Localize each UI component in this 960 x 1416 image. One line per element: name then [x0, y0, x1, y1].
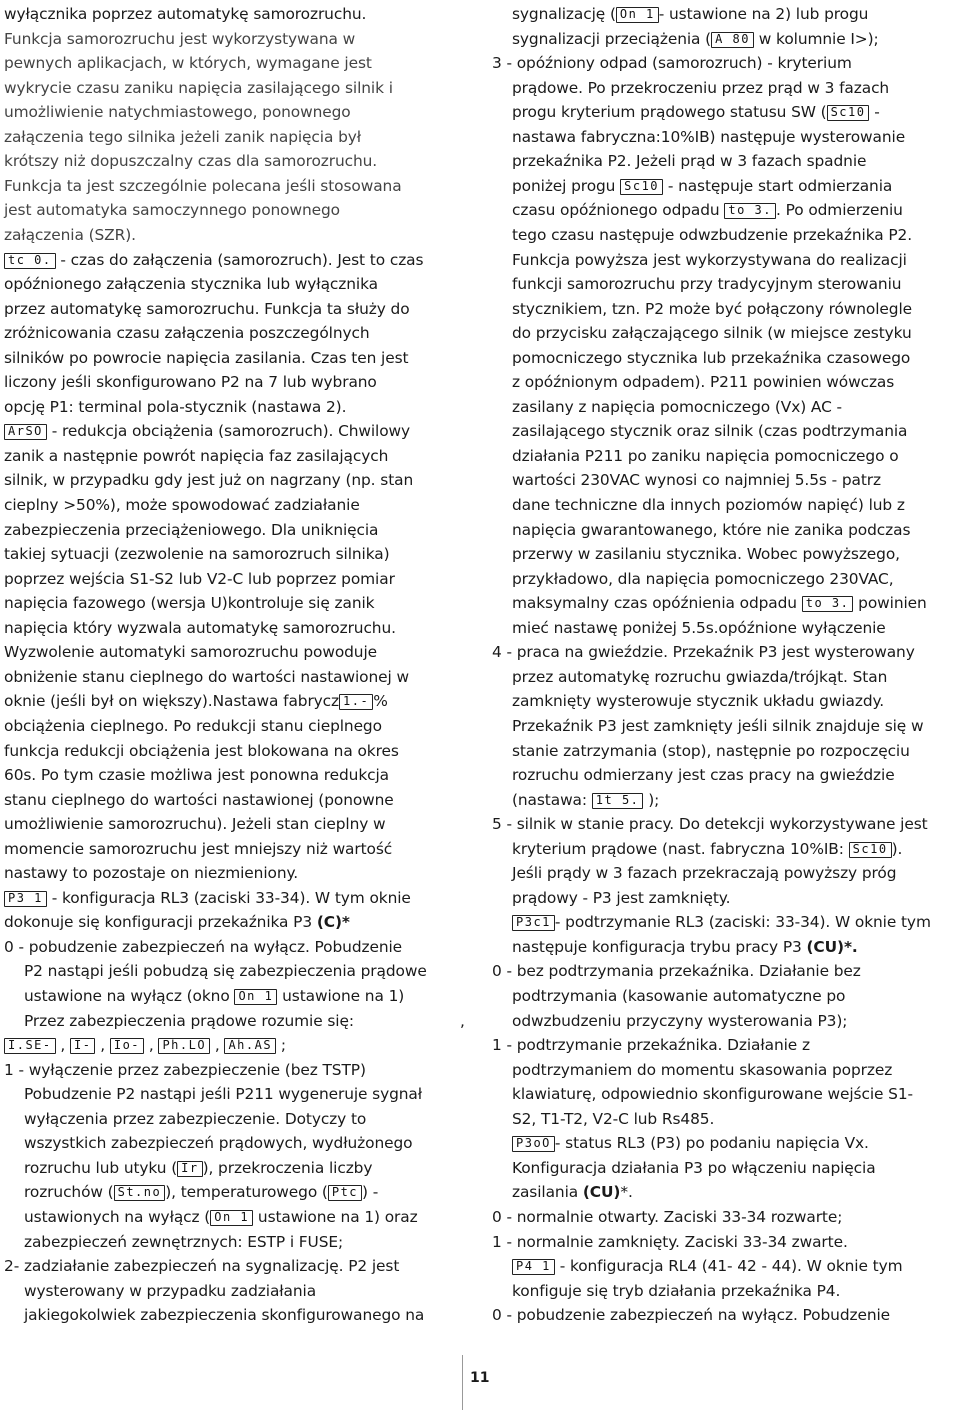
text-line — [512, 863, 896, 883]
text-span: podtrzymania (kasowanie automatyczne po — [512, 987, 846, 1005]
text-line — [512, 667, 887, 687]
text-span: napięcia fazowego (wersja U)kontroluje się zanik — [4, 594, 375, 613]
text-line — [512, 1158, 876, 1178]
text-span: . Po odmierzeniu — [776, 201, 903, 220]
text-span: ); — [643, 790, 660, 809]
text-line — [4, 348, 408, 368]
lcd-display: On 1 — [210, 1210, 253, 1226]
text-span: 0 - pobudzenie zabezpieczeń na wyłącz. Pobudzenie — [492, 1306, 891, 1325]
text-line — [4, 421, 410, 441]
text-span: zasilania — [512, 1183, 583, 1202]
text-line — [4, 1256, 399, 1276]
lcd-display: A 80 — [711, 32, 754, 48]
text-line — [24, 1207, 418, 1227]
text-span: jest automatyka samoczynnego ponownego — [4, 201, 340, 220]
text-span: ustawionych na wyłącz ( — [24, 1207, 211, 1226]
text-span: ustawione na 1) oraz — [253, 1207, 418, 1226]
text-span: zamknięty wysterowuje stycznik układu gwiazdy. — [512, 692, 885, 711]
text-span: zabezpieczenia przeciążeniowego. Dla uniknięcia — [4, 520, 379, 539]
text-line — [512, 1133, 869, 1153]
lcd-display: On 1 — [234, 989, 277, 1005]
text-line — [512, 1011, 847, 1031]
text-span: funkcja redukcji obciążenia jest blokowana na okres — [4, 741, 399, 760]
text-span: Funkcja powyższa jest wykorzystywana do realizacji — [512, 250, 907, 269]
text-line — [4, 446, 388, 466]
text-span: cieplny >50%), może spowodować zadziałanie — [4, 496, 360, 514]
text-span: wyłączenia przez zabezpieczenie. Dotyczy to — [24, 1109, 367, 1128]
text-line — [512, 446, 899, 466]
text-line — [512, 1060, 892, 1080]
text-span: Funkcja samorozruchu jest wykorzystywana w — [4, 29, 356, 48]
page-divider — [462, 1355, 463, 1410]
lcd-display: to 3. — [724, 203, 776, 219]
text-span: przerwy w zasilaniu stycznika. Wobec powyższego, — [512, 545, 900, 564]
text-span: 60s. Po tym czasie możliwa jest ponowna redukcja — [4, 766, 390, 785]
text-span: pewnych aplikacjach, w których, wymagane jest — [4, 54, 372, 73]
text-span: maksymalny czas opóźnienia odpadu — [512, 594, 802, 613]
text-line — [4, 372, 377, 392]
text-line — [512, 912, 931, 932]
text-span: 2- zadziałanie zabezpieczeń na sygnalizację. P2 jest — [4, 1257, 400, 1276]
text-span: tego czasu następuje odwzbudzenie przekaźnika P2. — [512, 225, 913, 244]
text-line — [4, 912, 350, 932]
text-span: obniżenie stanu cieplnego do wartości nastawionej w — [4, 667, 409, 686]
text-line — [492, 1207, 842, 1227]
lcd-display: Ah.AS — [224, 1038, 276, 1054]
text-span: - konfiguracja RL4 (41- 42 - 44). W oknie tym — [554, 1257, 903, 1276]
text-line — [24, 1305, 424, 1325]
text-line — [24, 986, 404, 1006]
text-span: zabezpieczeń zewnętrznych: ESTP i FUSE; — [24, 1232, 344, 1251]
text-line — [512, 937, 858, 957]
text-span: prądowy - P3 jest zamknięty. — [512, 888, 731, 907]
text-line — [512, 372, 894, 392]
text-span: stanu cieplnego do wartości nastawionej (ponowne — [4, 790, 394, 809]
text-line — [4, 569, 395, 589]
text-span: progu kryterium prądowego statusu SW ( — [512, 103, 827, 122]
text-line — [4, 520, 378, 540]
text-line — [512, 1109, 714, 1129]
text-line — [4, 78, 393, 98]
text-span: umożliwienie natychmiastowego, ponownego — [4, 103, 351, 122]
text-span: odwzbudzeniu przyczyny wysterowania P3); — [512, 1011, 848, 1030]
text-line — [24, 1133, 412, 1153]
text-span: zasilany z napięcia pomocniczego (Vx) AC - — [512, 397, 842, 416]
text-line — [4, 1035, 286, 1055]
text-line — [4, 888, 411, 908]
text-span: liczony jeśli skonfigurowano P2 na 7 lub wybrano — [4, 373, 377, 392]
text-span: - ustawione na 2) lub progu — [658, 5, 869, 23]
text-line — [512, 1182, 633, 1202]
bold-tag: (CU) — [582, 1183, 621, 1202]
text-line — [512, 495, 905, 515]
text-line — [512, 593, 927, 613]
text-span: sygnalizację ( — [512, 5, 616, 23]
text-span: Przez zabezpieczenia prądowe rozumie się: — [24, 1011, 354, 1030]
text-span: funkcji samorozruchu przy tradycyjnym sterowaniu — [512, 275, 902, 294]
text-line — [512, 765, 895, 785]
text-line — [4, 29, 355, 49]
text-line — [512, 151, 866, 171]
text-span: - konfiguracja RL3 (zaciski 33-34). W tym oknie — [46, 888, 411, 907]
lcd-display: Io- — [110, 1038, 144, 1054]
text-line — [512, 839, 902, 859]
text-line — [24, 1109, 366, 1129]
text-line — [4, 691, 388, 711]
text-span: klawiaturę, odpowiednio skonfigurowane wejście S1- — [512, 1085, 913, 1104]
text-line — [512, 790, 659, 810]
text-line — [24, 1182, 378, 1202]
text-span: dane techniczne dla innych poziomów napięć) lub z — [512, 496, 905, 514]
text-line — [512, 569, 894, 589]
text-line — [492, 1035, 810, 1055]
text-span: dokonuje się konfiguracji przekaźnika P3 — [4, 913, 313, 932]
text-span: wysterowany w przypadku zadziałania — [24, 1281, 317, 1300]
text-line — [512, 102, 880, 122]
text-span: takiej sytuacji (zezwolenie na samorozruch silnika) — [4, 545, 390, 564]
text-span: , — [95, 1036, 110, 1055]
text-span: do przycisku załączającego silnik (w miejsce zestyku — [512, 324, 912, 343]
text-span: ) - — [362, 1183, 379, 1202]
text-span: opóźnionego załączenia stycznika lub wyłącznika — [4, 275, 378, 294]
text-line — [512, 1084, 913, 1104]
text-span: 1 - podtrzymanie przekaźnika. Działanie z — [492, 1036, 810, 1055]
text-span: - status RL3 (P3) po podaniu napięcia Vx. — [554, 1134, 869, 1153]
text-span: - podtrzymanie RL3 (zaciski: 33-34). W oknie tym — [554, 913, 931, 932]
lcd-display: P3c1 — [512, 915, 555, 931]
text-line — [4, 200, 340, 220]
text-line — [4, 667, 409, 687]
text-span: napięcia gwarantowanego, które nie zanika podczas — [512, 520, 911, 539]
text-span: mieć nastawę poniżej 5.5s.opóźnione wyłączenie — [512, 618, 886, 637]
text-line — [24, 1232, 343, 1252]
lcd-display: P3oO — [512, 1136, 555, 1152]
text-line — [492, 53, 852, 73]
text-line — [4, 323, 370, 343]
text-span: wykrycie czasu zaniku napięcia zasilającego silnik i — [4, 78, 393, 97]
text-line — [512, 520, 910, 540]
text-line — [24, 1158, 372, 1178]
text-line — [4, 814, 386, 834]
lcd-display: St.no — [114, 1185, 166, 1201]
lcd-display: I.SE- — [4, 1038, 56, 1054]
lcd-display: P3 1 — [4, 891, 47, 907]
text-span: sygnalizacji przeciążenia ( — [512, 29, 712, 48]
text-span: poprzez wejścia S1-S2 lub V2-C lub poprzez pomiar — [4, 569, 395, 588]
text-line — [4, 470, 413, 490]
lcd-display: Ir — [177, 1161, 202, 1177]
text-line — [4, 250, 423, 270]
text-line — [4, 4, 366, 24]
text-span: działania P211 po zaniku napięcia pomocniczego o — [512, 446, 899, 465]
text-span: nastawy to pozostaje on niezmieniony. — [4, 864, 299, 883]
text-span: - redukcja obciążenia (samorozruch). Chwilowy — [46, 422, 411, 441]
text-line — [512, 323, 912, 343]
text-span: następuje konfiguracja trybu pracy P3 — [512, 937, 802, 956]
lcd-display: 1.- — [339, 694, 373, 710]
text-span: przez automatykę rozruchu gwiazda/trójkąt. Stan — [512, 667, 888, 686]
text-span: 3 - opóźniony odpad (samorozruch) - kryterium — [492, 54, 852, 73]
text-span: 4 - praca na gwieździe. Przekaźnik P3 jest wysterowany — [492, 643, 915, 662]
text-span: poniżej progu — [512, 176, 621, 195]
text-span: umożliwienie samorozruchu). Jeżeli stan cieplny w — [4, 815, 386, 834]
bold-tag: (CU)*. — [806, 937, 858, 956]
text-line — [512, 348, 910, 368]
text-line — [4, 593, 374, 613]
text-span: rozruchu lub utyku ( — [24, 1158, 178, 1177]
text-span: z opóźnionym odpadem). P211 powinien wówczas — [512, 373, 895, 392]
text-line — [512, 741, 910, 761]
text-line — [512, 986, 845, 1006]
text-line — [4, 839, 392, 859]
text-span: w kolumnie I>); — [753, 29, 879, 48]
text-span: silników po powrocie napięcia zasilania. Czas ten jest — [4, 348, 409, 367]
text-line — [4, 544, 390, 564]
text-span: Konfiguracja działania P3 po włączeniu napięcia — [512, 1158, 876, 1177]
text-span: wszystkich zabezpieczeń prądowych, wydłużonego — [24, 1134, 413, 1153]
text-span: oknie (jeśli był on większy).Nastawa fabrycz — [4, 692, 340, 711]
text-span: 5 - silnik w stanie pracy. Do detekcji wykorzystywane jest — [492, 815, 928, 834]
text-line — [4, 274, 378, 294]
lcd-display: Ph.LO — [158, 1038, 210, 1054]
text-line — [4, 151, 377, 171]
text-span: ; — [276, 1036, 286, 1055]
text-span: krótszy niż dopuszczalny czas dla samorozruchu. — [4, 152, 378, 171]
text-line — [4, 397, 346, 417]
text-span: 0 - normalnie otwarty. Zaciski 33-34 rozwarte; — [492, 1207, 843, 1226]
text-line — [512, 691, 884, 711]
text-span: załączenia tego silnika jeżeli zanik napięcia był — [4, 127, 362, 146]
text-line — [492, 642, 915, 662]
text-span: , — [210, 1036, 225, 1055]
text-span: zasilającego stycznik oraz silnik (czas podtrzymania — [512, 422, 908, 441]
text-line — [4, 495, 360, 515]
text-line — [24, 1084, 422, 1104]
text-span: S2, T1-T2, V2-C lub Rs485. — [512, 1109, 715, 1128]
text-span: ), przekroczenia liczby — [202, 1158, 373, 1177]
text-span: - czas do załączenia (samorozruch). Jest to czas — [55, 250, 424, 269]
text-span: ). — [891, 839, 903, 858]
text-line — [512, 200, 903, 220]
text-span: (nastawa: — [512, 790, 592, 809]
text-span: przekaźnika P2. Jeżeli prąd w 3 fazach spadnie — [512, 152, 867, 171]
text-line — [24, 961, 427, 981]
text-span: podtrzymaniem do momentu skasowania poprzez — [512, 1060, 893, 1079]
lcd-display: P4 1 — [512, 1259, 555, 1275]
text-line — [512, 421, 907, 441]
lcd-display: Sc10 — [849, 842, 892, 858]
lcd-display: to 3. — [802, 596, 854, 612]
text-span: konfiguje się tryb działania przekaźnika P4. — [512, 1281, 841, 1300]
text-span: , — [460, 1011, 465, 1030]
text-line — [492, 814, 928, 834]
text-span: Wyzwolenie automatyki samorozruchu powoduje — [4, 643, 378, 662]
text-line — [4, 790, 394, 810]
text-line — [4, 765, 389, 785]
text-span: zanik a następnie powrót napięcia faz zasilających — [4, 446, 389, 465]
lcd-display: 1t 5. — [592, 793, 644, 809]
lcd-display: ArSO — [4, 424, 47, 440]
text-span: Funkcja ta jest szczególnie polecana jeśli stosowana — [4, 176, 402, 195]
text-span: ), temperaturowego ( — [165, 1183, 328, 1202]
text-span: kryterium prądowe (nast. fabryczna 10%IB: — [512, 839, 849, 858]
lcd-display: Sc10 — [827, 105, 870, 121]
text-line — [512, 1256, 902, 1276]
text-span: , — [144, 1036, 159, 1055]
text-line — [4, 618, 396, 638]
text-line — [4, 716, 382, 736]
text-span: przykładowo, dla napięcia pomocniczego 230VAC, — [512, 569, 894, 588]
text-line — [512, 176, 892, 196]
text-line — [512, 274, 901, 294]
lcd-display: I- — [70, 1038, 95, 1054]
text-line — [4, 127, 361, 147]
text-line — [4, 102, 351, 122]
text-line — [512, 470, 881, 490]
text-span: momencie samorozruchu jest mniejszy niż wartość — [4, 839, 393, 858]
text-line — [512, 544, 900, 564]
text-span: pomocniczego stycznika lub przekaźnika czasowego — [512, 348, 911, 367]
text-line — [492, 1232, 848, 1252]
text-span: obciążenia cieplnego. Po redukcji stanu cieplnego — [4, 716, 382, 735]
lcd-display: tc 0. — [4, 253, 56, 269]
text-line — [512, 618, 886, 638]
lcd-display: On 1 — [616, 7, 659, 23]
text-span: wartości 230VAC wynosi co najmniej 5.5s - patrz — [512, 471, 881, 490]
text-line — [24, 1281, 316, 1301]
text-span: Przekaźnik P3 jest zamknięty jeśli silnik znajduje się w — [512, 716, 924, 735]
text-span: jakiegokolwiek zabezpieczenia skonfigurowanego na — [24, 1306, 425, 1325]
text-span: rozruchu odmierzany jest czas pracy na gwieździe — [512, 766, 895, 785]
text-span: ustawione na 1) — [277, 987, 405, 1005]
lcd-display: Ptc — [328, 1185, 362, 1201]
text-span: *. — [620, 1183, 633, 1202]
text-line — [492, 1305, 890, 1325]
text-span: napięcia który wyzwala automatykę samorozruchu. — [4, 618, 396, 637]
text-span: zróżnicowania czasu załączenia poszczególnych — [4, 324, 370, 343]
text-line — [492, 961, 861, 981]
text-line — [24, 1011, 465, 1031]
text-line — [512, 225, 912, 245]
text-line — [4, 299, 410, 319]
text-span: Jeśli prądy w 3 fazach przekraczają powyższy próg — [512, 864, 897, 883]
text-line — [512, 4, 868, 24]
text-span: Pobudzenie P2 nastąpi jeśli P211 wygeneruje sygnał — [24, 1085, 423, 1104]
text-span: wyłącznika poprzez automatykę samorozruchu. — [4, 5, 367, 23]
text-span: , — [55, 1036, 71, 1055]
text-span: nastawa fabryczna:10%IB) następuje wysterowanie — [512, 127, 906, 146]
text-span: - następuje start odmierzania — [663, 176, 893, 195]
text-line — [4, 863, 298, 883]
text-span: przez automatykę samorozruchu. Funkcja ta służy do — [4, 299, 410, 318]
page-number: 11 — [470, 1370, 490, 1386]
text-span: powinien — [853, 594, 927, 613]
text-span: - — [869, 103, 880, 122]
text-line — [512, 716, 923, 736]
text-line — [4, 642, 377, 662]
text-span: 0 - bez podtrzymania przekaźnika. Działanie bez — [492, 962, 861, 981]
text-line — [4, 937, 402, 957]
text-line — [4, 1060, 366, 1080]
text-span: czasu opóźnionego odpadu — [512, 201, 725, 220]
text-line — [4, 225, 136, 245]
lcd-display: Sc10 — [620, 179, 663, 195]
text-line — [512, 397, 842, 417]
text-line — [512, 299, 912, 319]
text-line — [512, 1281, 840, 1301]
text-line — [512, 78, 889, 98]
text-span: opcję P1: terminal pola-stycznik (nastawa 2). — [4, 397, 347, 416]
text-span: silnik, w przypadku gdy jest już on nagrzany (np. stan — [4, 471, 414, 490]
text-line — [512, 888, 730, 908]
text-line — [512, 250, 907, 270]
text-span: P2 nastąpi jeśli pobudzą się zabezpieczenia prądowe — [24, 962, 427, 981]
text-line — [4, 53, 372, 73]
text-line — [512, 127, 905, 147]
text-span: rozruchów ( — [24, 1183, 114, 1202]
text-line — [4, 176, 402, 196]
text-span: 0 - pobudzenie zabezpieczeń na wyłącz. Pobudzenie — [4, 937, 403, 956]
text-span: załączenia (SZR). — [4, 225, 136, 244]
text-span: % — [373, 692, 388, 711]
text-line — [512, 29, 879, 49]
text-line — [4, 741, 399, 761]
text-span: 1 - normalnie zamknięty. Zaciski 33-34 zwarte. — [492, 1232, 848, 1251]
text-span: stycznikiem, tzn. P2 może być połączony równolegle — [512, 299, 912, 318]
text-span: stanie zatrzymania (stop), następnie po rozpoczęciu — [512, 741, 910, 760]
text-span: 1 - wyłączenie przez zabezpieczenie (bez TSTP) — [4, 1060, 366, 1079]
bold-tag: (C)* — [316, 913, 350, 932]
text-span: ustawione na wyłącz (okno — [24, 987, 235, 1005]
text-span: prądowe. Po przekroczeniu przez prąd w 3 fazach — [512, 78, 890, 97]
